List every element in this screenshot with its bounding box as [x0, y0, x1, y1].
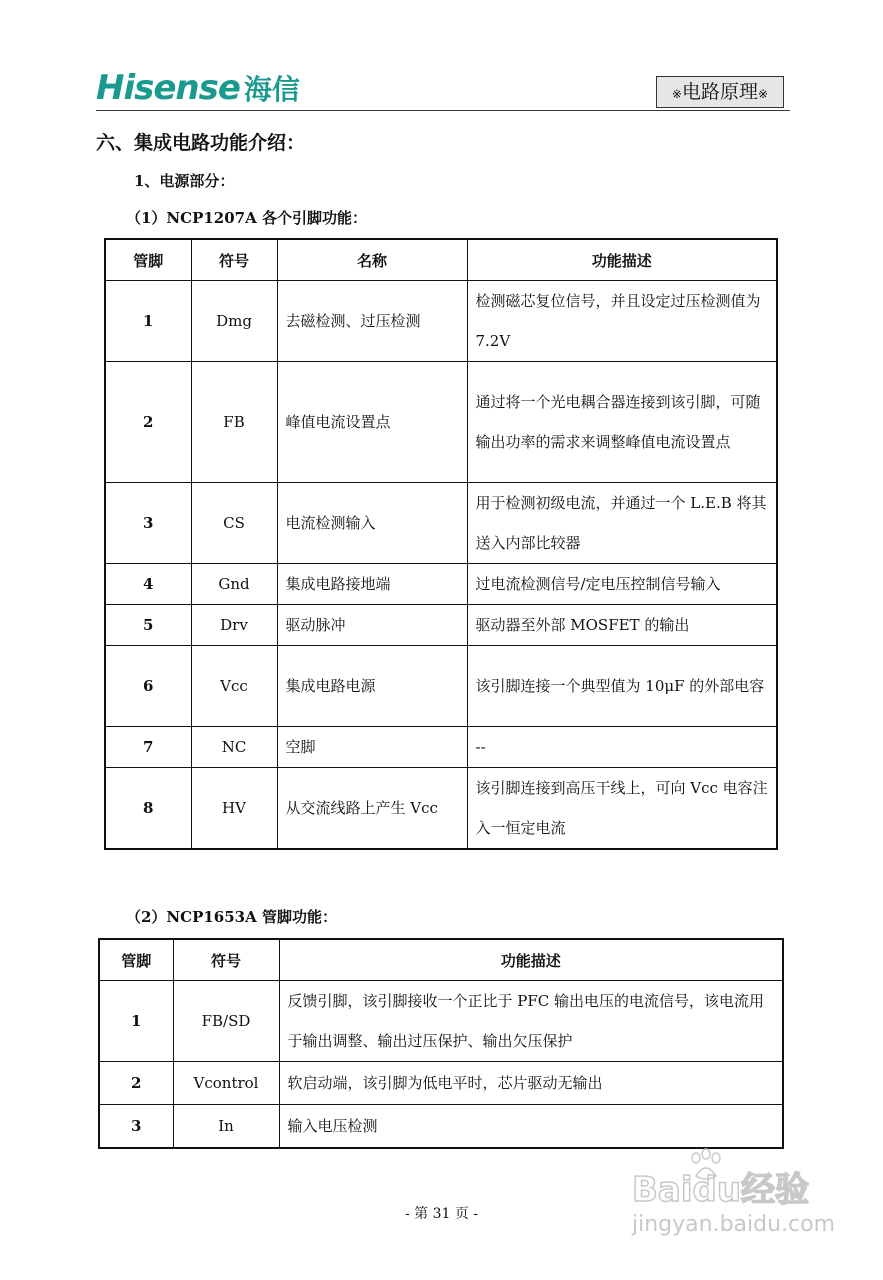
pin-symbol: Drv	[191, 605, 277, 646]
tag-mark-left: ※	[671, 87, 682, 101]
pin-symbol: CS	[191, 483, 277, 564]
subsection-heading-ncp1653a: （2）NCP1653A 管脚功能：	[126, 908, 337, 926]
pin-number: 2	[105, 362, 191, 483]
pin-desc: 检测磁芯复位信号，并且设定过压检测值为 7.2V	[467, 281, 777, 362]
pin-number: 3	[105, 483, 191, 564]
pin-symbol: FB	[191, 362, 277, 483]
pin-symbol: HV	[191, 768, 277, 850]
watermark-brand: Baidu经验	[632, 1170, 810, 1210]
table-row	[105, 281, 777, 362]
pin-number: 3	[99, 1105, 173, 1149]
pin-desc: 该引脚连接到高压干线上，可向 Vcc 电容注入一恒定电流	[467, 768, 777, 850]
pin-symbol: NC	[191, 727, 277, 768]
pin-symbol: In	[173, 1105, 279, 1149]
table-row	[105, 362, 777, 483]
ncp1653a-pin-table	[98, 938, 784, 1149]
pin-name: 驱动脉冲	[277, 605, 467, 646]
table-row	[105, 605, 777, 646]
pin-desc: --	[467, 727, 777, 768]
logo-text-cn: 海信	[243, 73, 300, 106]
watermark-url: jingyan.baidu.com	[632, 1212, 836, 1237]
pin-symbol: Vcontrol	[173, 1062, 279, 1105]
table-row	[99, 981, 783, 1062]
pin-number: 7	[105, 727, 191, 768]
pin-desc: 软启动端，该引脚为低电平时，芯片驱动无输出	[279, 1062, 783, 1105]
table-header-row	[105, 239, 777, 281]
pin-number: 6	[105, 646, 191, 727]
hisense-logo	[96, 68, 300, 108]
section-tag-text: 电路原理	[681, 81, 758, 103]
pin-name: 电流检测输入	[277, 483, 467, 564]
col-header-pin: 管脚	[99, 939, 173, 981]
tag-mark-right: ※	[758, 87, 769, 101]
pin-symbol: FB/SD	[173, 981, 279, 1062]
logo-text-en: Hisense	[96, 68, 240, 108]
subsection-heading-ncp1207a: （1）NCP1207A 各个引脚功能：	[126, 209, 367, 227]
pin-name: 集成电路电源	[277, 646, 467, 727]
table-row	[105, 483, 777, 564]
pin-number: 8	[105, 768, 191, 850]
col-header-desc: 功能描述	[467, 239, 777, 281]
pin-desc: 反馈引脚，该引脚接收一个正比于 PFC 输出电压的电流信号，该电流用于输出调整、输出过压保护、输出欠压保护	[279, 981, 783, 1062]
pin-desc: 过电流检测信号/定电压控制信号输入	[467, 564, 777, 605]
table-header-row	[99, 939, 783, 981]
table-row	[105, 768, 777, 850]
pin-name: 集成电路接地端	[277, 564, 467, 605]
pin-desc: 用于检测初级电流，并通过一个 L.E.B 将其送入内部比较器	[467, 483, 777, 564]
pin-name: 从交流线路上产生 Vcc	[277, 768, 467, 850]
section-tag	[656, 76, 784, 108]
table-row	[105, 564, 777, 605]
pin-symbol: Gnd	[191, 564, 277, 605]
table-row	[105, 727, 777, 768]
col-header-name: 名称	[277, 239, 467, 281]
pin-name: 峰值电流设置点	[277, 362, 467, 483]
page-number: - 第 31 页 -	[404, 1206, 479, 1222]
col-header-symbol: 符号	[191, 239, 277, 281]
table-row	[99, 1105, 783, 1149]
pin-symbol: Dmg	[191, 281, 277, 362]
pin-desc: 该引脚连接一个典型值为 10μF 的外部电容	[467, 646, 777, 727]
col-header-desc: 功能描述	[279, 939, 783, 981]
table-row	[99, 1062, 783, 1105]
pin-desc: 驱动器至外部 MOSFET 的输出	[467, 605, 777, 646]
col-header-pin: 管脚	[105, 239, 191, 281]
table-row	[105, 646, 777, 727]
pin-desc: 通过将一个光电耦合器连接到该引脚，可随输出功率的需求来调整峰值电流设置点	[467, 362, 777, 483]
ncp1207a-pin-table	[104, 238, 778, 850]
pin-number: 2	[99, 1062, 173, 1105]
pin-desc: 输入电压检测	[279, 1105, 783, 1149]
header-divider	[96, 110, 790, 111]
pin-number: 1	[105, 281, 191, 362]
pin-name: 空脚	[277, 727, 467, 768]
pin-symbol: Vcc	[191, 646, 277, 727]
pin-name: 去磁检测、过压检测	[277, 281, 467, 362]
pin-number: 1	[99, 981, 173, 1062]
pin-number: 5	[105, 605, 191, 646]
chapter-heading: 六、集成电路功能介绍：	[96, 132, 306, 154]
col-header-symbol: 符号	[173, 939, 279, 981]
section-heading: 1、电源部分：	[134, 172, 235, 190]
baidu-watermark	[632, 1160, 872, 1256]
pin-number: 4	[105, 564, 191, 605]
